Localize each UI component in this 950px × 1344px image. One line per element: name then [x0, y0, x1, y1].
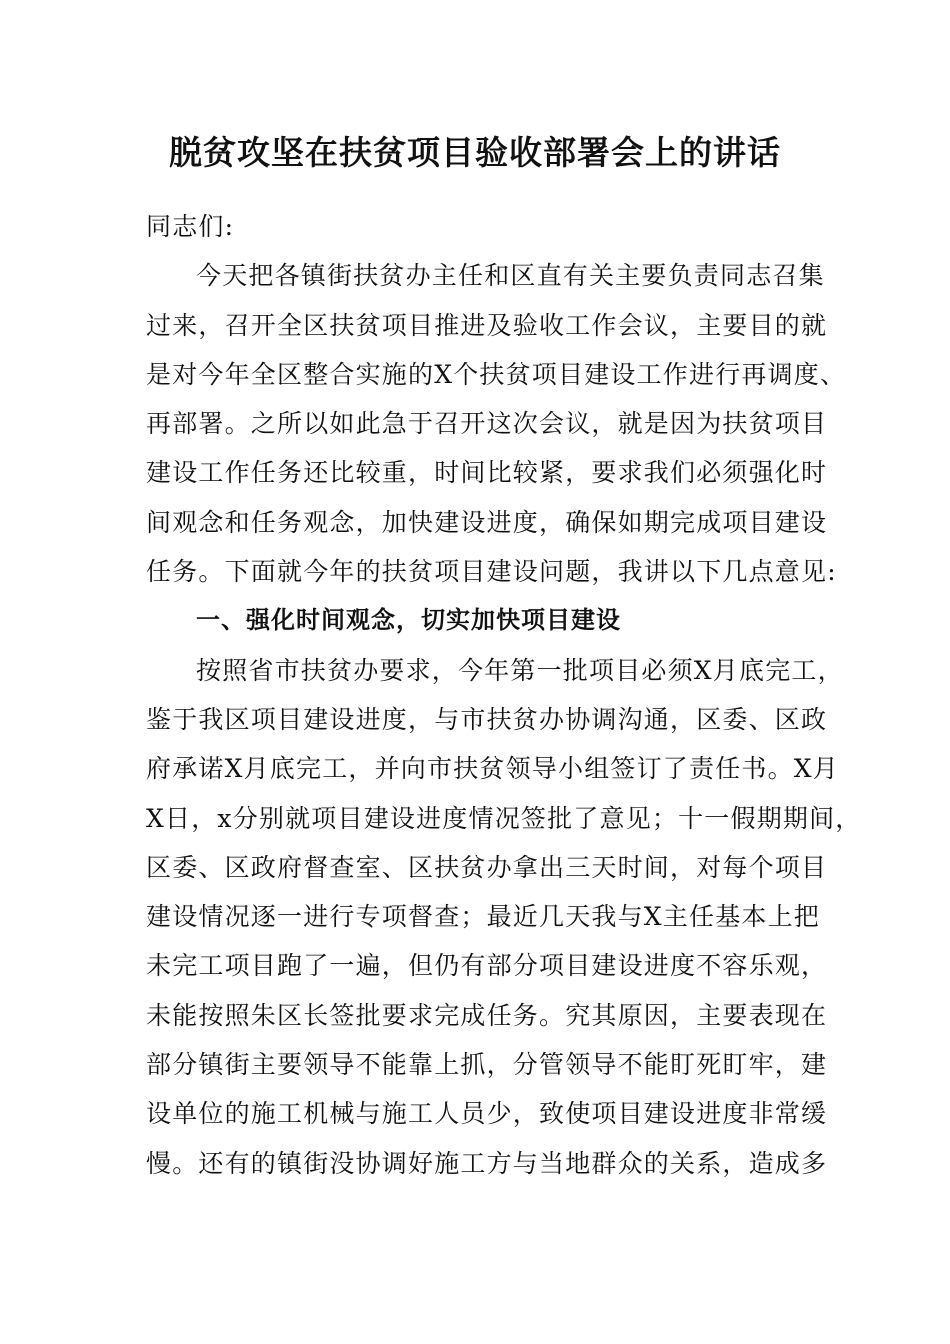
- text-line: 未能按照朱区长签批要求完成任务。究其原因，主要表现在: [146, 1000, 828, 1030]
- text-line: 过来，召开全区扶贫项目推进及验收工作会议，主要目的就: [146, 310, 828, 340]
- text-line: 部分镇街主要领导不能靠上抓，分管领导不能盯死盯牢，建: [146, 1050, 828, 1080]
- text-line: 任务。下面就今年的扶贫项目建设问题，我讲以下几点意见:: [146, 557, 837, 587]
- text-line: 建设情况逐一进行专项督查；最近几天我与X主任基本上把: [146, 902, 821, 932]
- paragraph-section-1: [146, 646, 862, 1188]
- text-line: X日，x分别就项目建设进度情况签批了意见；十一假期期间，: [146, 803, 862, 833]
- paragraph-intro: [146, 251, 847, 596]
- document-body: [146, 202, 862, 1188]
- text-line: 是对今年全区整合实施的X个扶贫项目建设工作进行再调度、: [146, 359, 847, 389]
- text-line: 设单位的施工机械与施工人员少，致使项目建设进度非常缓: [146, 1099, 828, 1129]
- section-heading: 一、强化时间观念，切实加快项目建设: [196, 606, 621, 635]
- document-title: 脱贫攻坚在扶贫项目验收部署会上的讲话: [169, 133, 781, 172]
- text-line: 间观念和任务观念，加快建设进度，确保如期完成项目建设: [146, 507, 828, 537]
- text-line: 再部署。之所以如此急于召开这次会议，就是因为扶贫项目: [146, 409, 828, 439]
- text-line: 鉴于我区项目建设进度，与市扶贫办协调沟通，区委、区政: [146, 704, 828, 734]
- text-line: 建设工作任务还比较重，时间比较紧，要求我们必须强化时: [146, 458, 828, 488]
- text-line: 区委、区政府督查室、区扶贫办拿出三天时间，对每个项目: [146, 852, 828, 882]
- text-line: 今天把各镇街扶贫办主任和区直有关主要负责同志召集: [196, 261, 825, 291]
- text-line: 按照省市扶贫办要求，今年第一批项目必须X月底完工，: [196, 655, 844, 685]
- salutation: 同志们:: [146, 212, 235, 241]
- text-line: 未完工项目跑了一遍，但仍有部分项目建设进度不容乐观，: [146, 951, 828, 981]
- text-line: 府承诺X月底完工，并向市扶贫领导小组签订了责任书。X月: [146, 754, 839, 784]
- text-line: 慢。还有的镇街没协调好施工方与当地群众的关系，造成多: [146, 1148, 828, 1178]
